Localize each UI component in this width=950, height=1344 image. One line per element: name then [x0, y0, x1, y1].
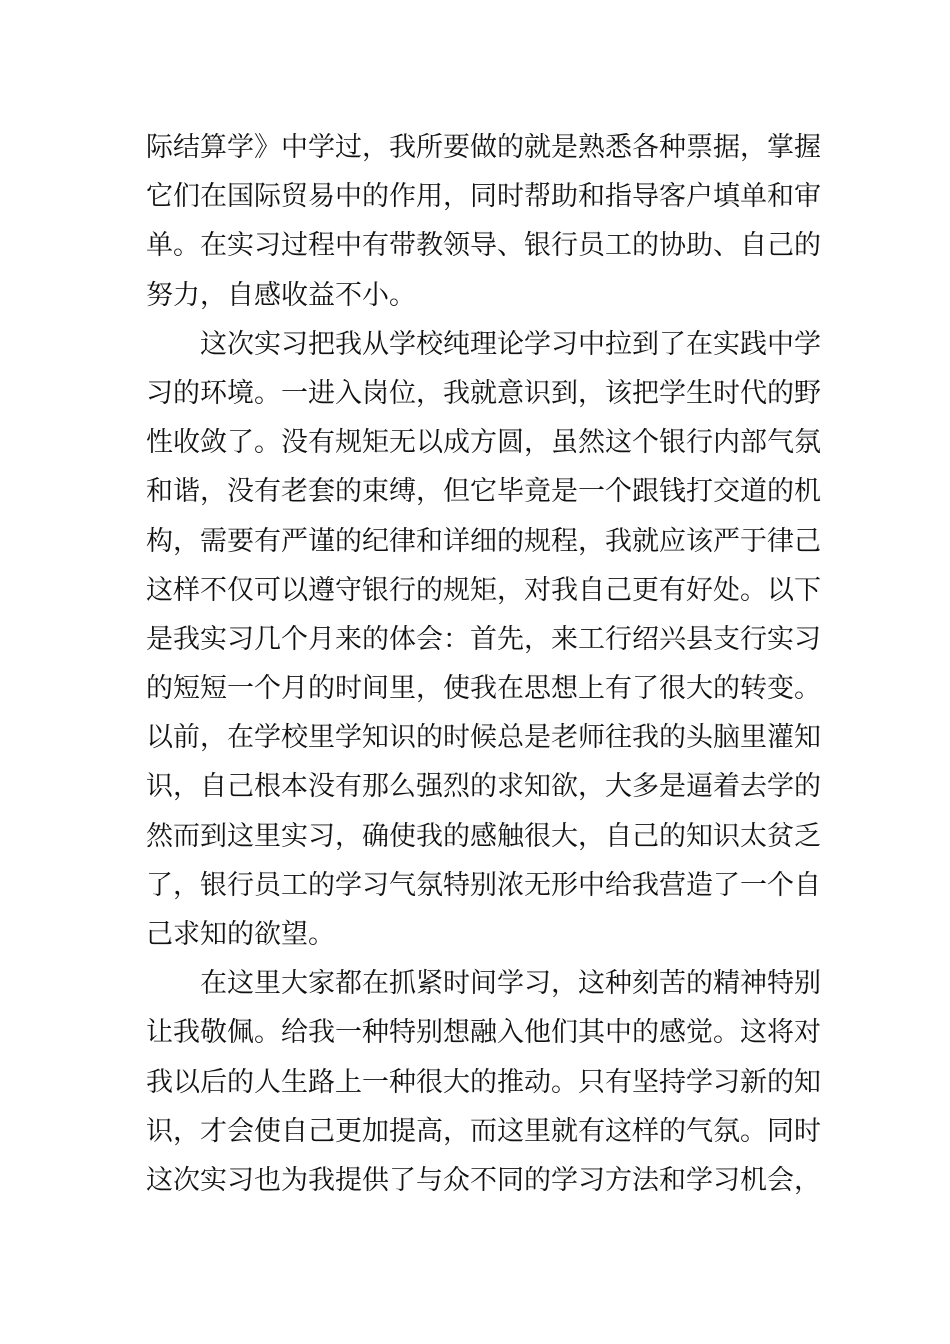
- paragraph-1: [146, 123, 821, 320]
- text-line: 让我敬佩。给我一种特别想融入他们其中的感觉。这将对: [146, 1017, 821, 1049]
- paragraph-3: [146, 959, 821, 1205]
- text-line: 了，银行员工的学习气氛特别浓无形中给我营造了一个自: [146, 869, 821, 901]
- text-line: 单。在实习过程中有带教领导、银行员工的协助、自己的: [146, 230, 821, 262]
- text-line: 我以后的人生路上一种很大的推动。只有坚持学习新的知: [146, 1066, 821, 1098]
- text-line: 这样不仅可以遵守银行的规矩，对我自己更有好处。以下: [146, 574, 821, 606]
- text-line: 它们在国际贸易中的作用，同时帮助和指导客户填单和审: [146, 181, 821, 213]
- text-line: 以前，在学校里学知识的时候总是老师往我的头脑里灌知: [146, 722, 821, 754]
- text-line: 识，自己根本没有那么强烈的求知欲，大多是逼着去学的: [146, 771, 821, 803]
- text-line: 构，需要有严谨的纪律和详细的规程，我就应该严于律己: [146, 525, 821, 557]
- text-line: 这次实习把我从学校纯理论学习中拉到了在实践中学: [200, 328, 821, 360]
- text-line: 努力，自感收益不小。: [146, 279, 416, 311]
- text-line: 在这里大家都在抓紧时间学习，这种刻苦的精神特别: [200, 968, 821, 1000]
- paragraph-2: [146, 320, 821, 959]
- text-line: 识，才会使自己更加提高，而这里就有这样的气氛。同时: [146, 1115, 821, 1147]
- text-line: 和谐，没有老套的束缚，但它毕竟是一个跟钱打交道的机: [146, 476, 821, 508]
- text-line: 是我实习几个月来的体会：首先，来工行绍兴县支行实习: [146, 623, 821, 655]
- text-line: 己求知的欲望。: [146, 919, 335, 950]
- text-line: 这次实习也为我提供了与众不同的学习方法和学习机会，: [146, 1164, 821, 1196]
- text-line: 际结算学》中学过，我所要做的就是熟悉各种票据，掌握: [146, 132, 821, 163]
- text-line: 然而到这里实习，确使我的感触很大，自己的知识太贫乏: [146, 820, 821, 852]
- body-text: [146, 123, 821, 1205]
- text-line: 性收敛了。没有规矩无以成方圆，虽然这个银行内部气氛: [146, 427, 821, 459]
- text-line: 习的环境。一进入岗位，我就意识到，该把学生时代的野: [146, 377, 821, 409]
- text-line: 的短短一个月的时间里，使我在思想上有了很大的转变。: [146, 673, 821, 705]
